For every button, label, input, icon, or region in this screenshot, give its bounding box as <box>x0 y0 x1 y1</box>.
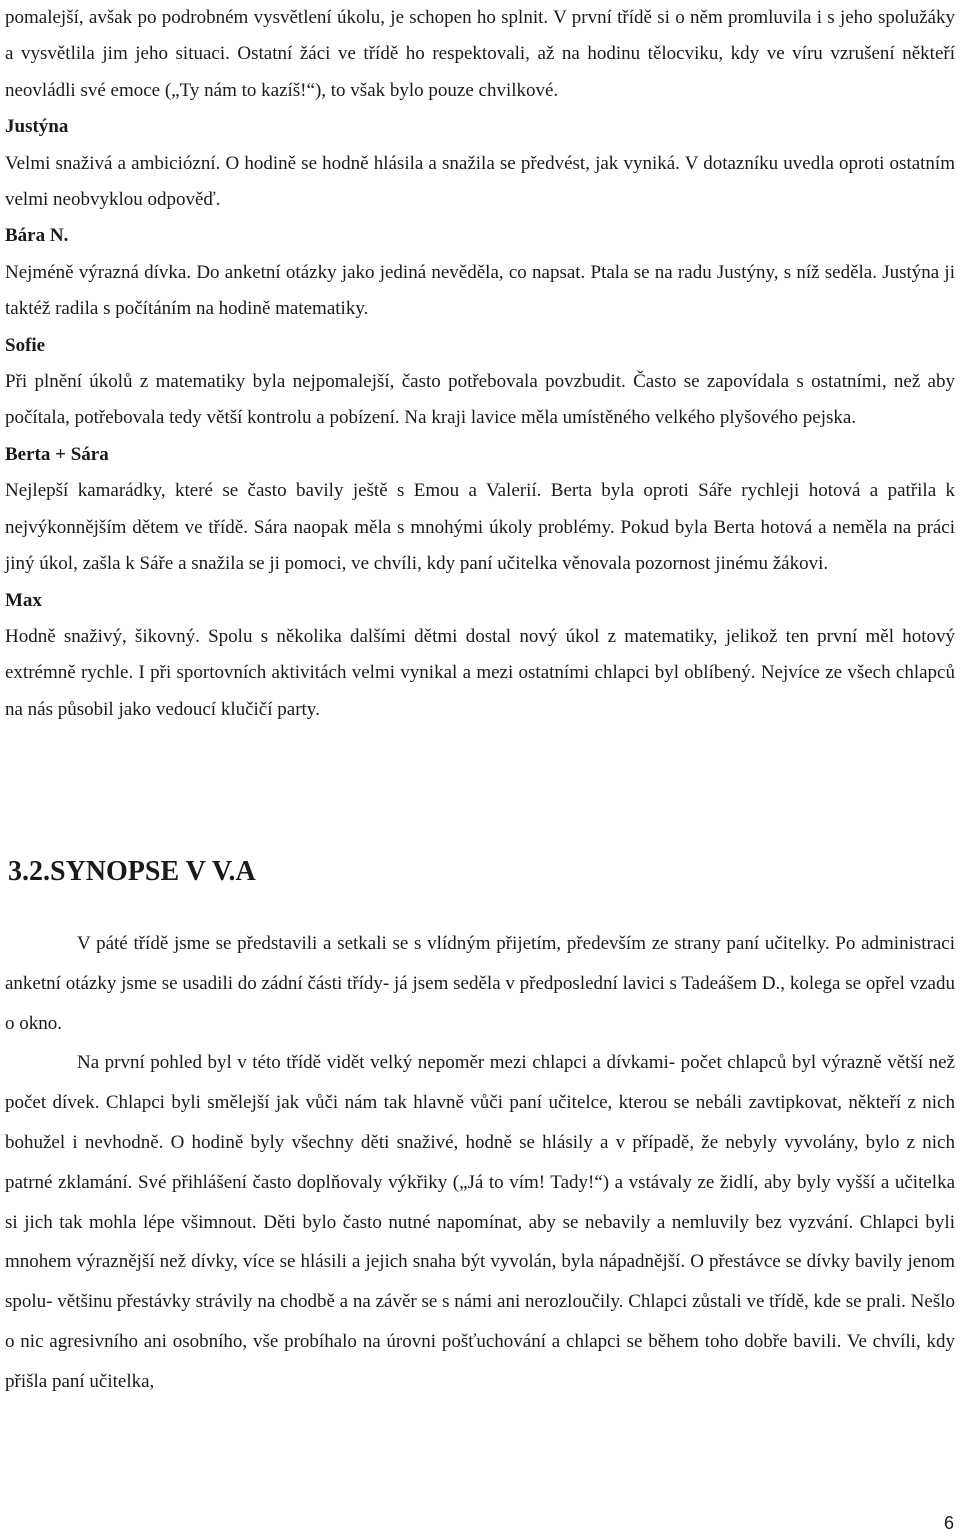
person-heading-max: Max <box>5 589 42 611</box>
person-description-sofie: Při plnění úkolů z matematiky byla nejpomalejší, často potřebovala povzbudit. Často se zapovídala s ostatními, než aby počítala, potřebovala tedy větší kontrolu a pobízení. Na kraji lavice měla umístěného velkého plyšového pejska. <box>5 371 955 429</box>
person-description-berta-sara: Nejlepší kamarádky, které se často bavily ještě s Emou a Valerií. Berta byla oproti Sáře rychleji hotová a patřila k nejvýkonnějším dětem ve třídě. Sára naopak měla s mnohými úkoly problémy. Pokud byla Berta hotová a neměla na práci jiný úkol, zašla k Sáře a snažila se ji pomoci, ve chvíli, kdy paní učitelka věnovala pozornost jinému žákovi. <box>5 480 955 575</box>
document-page <box>5 0 955 728</box>
person-heading-bara: Bára N. <box>5 225 69 247</box>
person-heading-berta-sara: Berta + Sára <box>5 443 109 465</box>
person-description-bara: Nejméně výrazná dívka. Do anketní otázky jako jediná nevěděla, co napsat. Ptala se na radu Justýny, s níž seděla. Justýna ji taktéž radila s počítáním na hodině matematiky. <box>5 261 955 320</box>
section-paragraph-1: V páté třídě jsme se představili a setkali se s vlídným přijetím, především ze strany paní učitelky. Po administraci anketní otázky jsme se usadili do zádní části třídy- já jsem seděla v předposlední lavici s Tadeášem D., kolega se opřel vzadu o okno. <box>5 933 955 1034</box>
person-heading-sofie: Sofie <box>5 334 46 356</box>
person-description-max: Hodně snaživý, šikovný. Spolu s několika dalšími dětmi dostal nový úkol z matematiky, jelikož ten první měl hotový extrémně rychle. I při sportovních aktivitách velmi vynikal a mezi ostatními chlapci byl oblíbený. Nejvíce ze všech chlapců na nás působil jako vedoucí klučičí party. <box>5 625 955 720</box>
section-paragraph-2: Na první pohled byl v této třídě vidět velký nepoměr mezi chlapci a dívkami- počet chlapců byl výrazně větší než počet dívek. Chlapci byli smělejší jak vůči nám tak hlavně vůči paní učitelce, kterou se nebáli zavtipkovat, někteří z nich bohužel i nevhodně. O hodině byly všechny děti snaživé, hodně se hlásily a v případě, že nebyly vyvolány, bylo z nich patrné zklamání. Své přihlášení často doplňovaly výkřiky („Já to vím! Tady!“) a vstávaly ze židlí, aby byly vyšší a učitelka si jich tak mohla lépe všimnout. Děti bylo často nutné napomínat, aby se nebavily a nemluvily bez vyzvání. Chlapci byli mnohem výraznější než dívky, více se hlásili a jejich snaha být vyvolán, byla nápadnější. O přestávce se dívky bavily jenom spolu- většinu přestávky strávily na chodbě a na závěr se s námi ani nerozloučily. Chlapci zůstali ve třídě, kde se prali. Nešlo o nic agresivního ani osobního, vše probíhalo na úrovni pošťuchování a chlapci se během toho dobře bavili. Ve chvíli, kdy přišla paní učitelka, <box>5 1052 955 1392</box>
section-heading: 3.2.SYNOPSE V V.A <box>8 856 256 887</box>
section-body <box>5 924 955 1402</box>
person-description-justyna: Velmi snaživá a ambiciózní. O hodině se hodně hlásila a snažila se předvést, jak vyniká. V dotazníku uvedla oproti ostatním velmi neobvyklou odpověď. <box>5 152 955 211</box>
intro-paragraph: pomalejší, avšak po podrobném vysvětlení úkolu, je schopen ho splnit. V první třídě si o něm promluvila i s jeho spolužáky a vysvětlila jim jeho situaci. Ostatní žáci ve třídě ho respektovali, až na hodinu tělocviku, kdy ve víru vzrušení někteří neovládli své emoce („Ty nám to kazíš!“), to však bylo pouze chvilkové. <box>5 7 955 101</box>
person-heading-justyna: Justýna <box>5 116 69 138</box>
page-number: 6 <box>943 1513 954 1533</box>
